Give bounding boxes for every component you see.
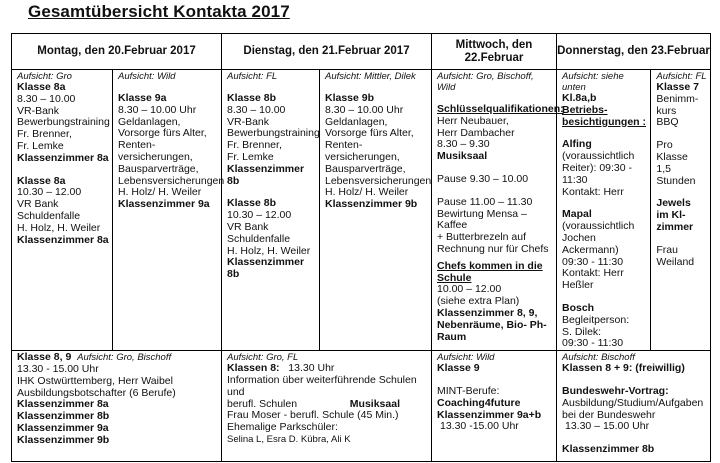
info-text: Benimm- [656,92,699,105]
room-text: Klassenzimmer 8a [17,233,109,246]
info-text: (siehe extra Plan) [437,295,520,308]
time-text: 13.30 – 15.00 Uhr [565,420,650,433]
section-heading: Schlüsselqualifikationen: [437,103,564,115]
aufsicht-label: Aufsicht: Gro [17,71,72,82]
info-text: Lebensversicherungen [118,174,225,187]
info-text: Fr. Lemke [17,139,64,152]
info-text: H. Holz/ H. Weiler [118,186,202,199]
info-text: Renten- [118,139,156,152]
info-text: Frau [656,243,678,256]
monday-class-9a [112,70,225,350]
header-wednesday: Mittwoch, den 22.Februar [432,34,557,70]
class-title: Klasse 7 [656,81,699,93]
info-text: Fr. Brenner, [227,139,282,152]
schedule-table [11,33,711,462]
aufsicht-label: Aufsicht: Gro, FL [227,352,299,364]
thursday-betriebe [557,70,650,350]
info-text: Pro Klasse [656,139,688,163]
section-heading: Schule [437,271,472,284]
info-text: Ausbildung/Studium/Aufgaben [562,396,704,409]
monday-class-8a [12,70,112,350]
info-heading: im Kl- [656,209,686,222]
info-heading: Bundeswehr-Vortrag: [562,384,669,397]
room-text: Klassenzimmer 8a [17,151,109,164]
info-text: Herr Neubauer, [437,114,509,127]
info-text: Stunden [656,174,696,187]
tuesday-afternoon-cell [222,351,432,462]
room-text: Klassenzimmer 9b [325,198,418,211]
tuesday-morning-cell [222,70,432,351]
company-name: Bosch [562,301,595,314]
class-title: Klasse 8a [17,81,66,93]
class-title: Klasse 8, 9 [17,351,72,364]
info-text: (voraussichtlich [562,220,635,233]
info-text: Schuldenfalle [227,232,291,245]
info-text: kurs [656,104,677,117]
time-text: 13.30 Uhr [288,362,335,375]
pause-text: Pause 9.30 – 10.00 [437,172,529,185]
room-text: Raum [437,330,467,343]
info-text: Ausbildungsbotschafter (6 Berufe) [17,386,176,399]
section-heading: besichtigungen : [562,115,646,128]
info-text: Begleitperson: [562,313,630,326]
info-text: 1,5 [656,162,671,175]
class-title: Klasse 9a [118,92,167,104]
info-text: VR-Bank [227,115,270,128]
info-text: bei der Bundeswehr [562,408,656,421]
time-text: 8.30 – 10.00 Uhr [325,103,404,116]
aufsicht-label: Aufsicht: Gro, Bischoff, Wild [437,71,534,93]
room-text: Klassenzimmer [227,256,305,269]
info-text: Bausparverträge, [118,162,199,175]
info-text: Fr. Lemke [227,150,274,163]
room-text: Klassenzimmer 9a [118,198,210,211]
info-text: versicherungen, [118,150,193,163]
info-text: VR Bank [17,198,59,211]
time-text: 11:30 [562,173,588,186]
wednesday-content [432,70,564,343]
info-text: Bausparverträge, [325,162,406,175]
info-text: Geldanlagen, [325,115,388,128]
info-text: Geldanlagen, [118,115,181,128]
info-text: Information über weiterführende Schulen und [227,373,417,398]
time-text: 13.30 - 15.00 Uhr [17,362,99,375]
info-text: (voraussichtlich [562,150,635,163]
info-text: H. Holz, H. Weiler [227,244,311,257]
aufsicht-label: Aufsicht: FL [227,71,278,82]
aufsicht-label: Aufsicht: Bischoff [562,352,635,364]
info-text: Kontakt: Herr [562,185,624,198]
info-heading: Jewels [656,197,691,210]
info-text: Bewerbungstraining [17,116,110,129]
time-text: 8.30 – 10.00 Uhr [118,103,197,116]
class-title: Kl.8a,b [562,92,597,104]
room-text: 8b [227,268,240,281]
morning-row [12,70,711,351]
info-text: Kontakt: Herr [562,267,624,280]
room-text: Klassenzimmer 8b [17,410,110,423]
room-text: Klassenzimmer 9b [17,433,110,446]
aufsicht-label: Aufsicht: Gro, Bischoff [77,352,172,364]
class-title: Klassen 8 + 9: (freiwillig) [562,362,685,375]
info-text: Bewerbungstraining [227,127,320,140]
class-title: Klasse 8b [227,197,277,210]
room-text: Klassenzimmer 8, 9, [437,306,538,319]
header-tuesday: Dienstag, den 21.Februar 2017 [222,34,432,70]
info-text: Rechnung nur für Chefs [437,242,549,255]
tuesday-class-8b [222,70,319,350]
info-text: Heßler [562,279,594,292]
wednesday-morning-cell [432,70,564,351]
info-text: Ehemalige Parkschüler: [227,421,338,434]
aufsicht-label: Aufsicht: Wild [118,71,176,82]
room-text: Klassenzimmer 8a [17,398,109,411]
class-title: Klasse 9b [325,92,375,104]
company-name: Alfing [562,138,592,151]
time-text: 8.30 – 10.00 [227,103,286,116]
tuesday-class-9b [319,70,432,350]
info-text: Herr Dambacher [437,126,515,139]
info-text: versicherungen, [325,150,400,163]
time-text: 09:30 - 11:30 [562,255,624,268]
monday-afternoon-cell [12,351,222,462]
info-text: IHK Ostwürttemberg, Herr Waibel [17,374,173,387]
afternoon-row [12,351,711,462]
info-text: Bewirtung Mensa – Kaffee [437,207,527,232]
thursday-morning-cell [557,70,711,351]
room-text: Klassenzimmer 9a+b [437,408,542,421]
aufsicht-label: Aufsicht: FL [656,71,707,82]
wednesday-afternoon-cell [432,351,557,462]
info-text: BBQ [656,116,679,129]
time-text: 10.30 – 12.00 [17,186,82,199]
students-text: Selina L, Esra D. Kübra, Ali K [227,433,351,445]
room-text: 8b [227,174,240,187]
aufsicht-label: Aufsicht: Mittler, Dilek [325,71,416,82]
info-text: S. Dilek: [562,325,602,338]
time-text: 10.30 – 12.00 [227,209,292,222]
info-heading: zimmer [656,220,694,233]
info-text: + Butterbrezeln auf [437,231,527,244]
info-text: Reiter): 09:30 - [562,161,633,174]
info-text: Ackermann) [562,243,619,256]
info-text: VR Bank [227,220,269,233]
section-heading: Chefs kommen in die [437,259,543,272]
room-text: Klassenzimmer 8b [562,443,655,456]
thursday-afternoon-cell [557,351,711,462]
room-text: Klassenzimmer 9a [17,421,109,434]
info-text: H. Holz/ H. Weiler [325,186,409,199]
header-monday: Montag, den 20.Februar 2017 [12,34,222,70]
thursday-class-7 [650,70,710,350]
time-text: 09:30 - 11:30 [562,337,624,350]
info-text: Jochen [562,231,596,244]
monday-morning-cell [12,70,225,351]
section-heading: Betriebs- [562,103,608,116]
info-text: Lebensversicherungen [325,174,432,187]
time-text: 8.30 – 9.30 [437,138,490,151]
time-text: 10.00 – 12.00 [437,283,502,296]
class-title: Klasse 8b [227,92,277,104]
page-title: Gesamtübersicht Kontakta 2017 [28,2,290,21]
header-row [12,34,711,70]
pause-text: Pause 11.00 – 11.30 [437,195,533,208]
room-text: Musiksaal [349,397,400,410]
aufsicht-label: Aufsicht: Wild [437,352,495,364]
info-text: H. Holz, H. Weiler [17,221,101,234]
company-name: Mapal [562,208,592,221]
time-text: 8.30 – 10.00 [17,92,76,105]
room-text: Nebenräume, Bio- Ph- [437,318,547,331]
info-text: Weiland [656,255,695,268]
info-text: Vorsorge fürs Alter, [118,127,207,140]
info-text: Frau Moser - berufl. Schule (45 Min.) [227,409,399,422]
info-text: MINT-Berufe: [437,384,500,397]
info-text: Fr. Brenner, [17,128,72,141]
aufsicht-label: Aufsicht: siehe unten [562,71,624,93]
info-text: Schuldenfalle [17,209,81,222]
room-text: Klassenzimmer [227,162,305,175]
class-title: Klasse 8a [17,174,66,187]
room-text: Musiksaal [437,150,488,163]
class-title: Klassen 8: [227,362,280,375]
info-text: VR-Bank [17,104,60,117]
info-text: Vorsorge fürs Alter, [325,127,414,140]
info-text: Renten- [325,139,363,152]
info-heading: Coaching4future [437,396,521,409]
info-text: berufl. Schulen [227,397,298,410]
header-thursday: Donnerstag, den 23.Februar [557,34,711,70]
class-title: Klasse 9 [437,362,480,375]
time-text: 13.30 -15.00 Uhr [440,420,519,433]
